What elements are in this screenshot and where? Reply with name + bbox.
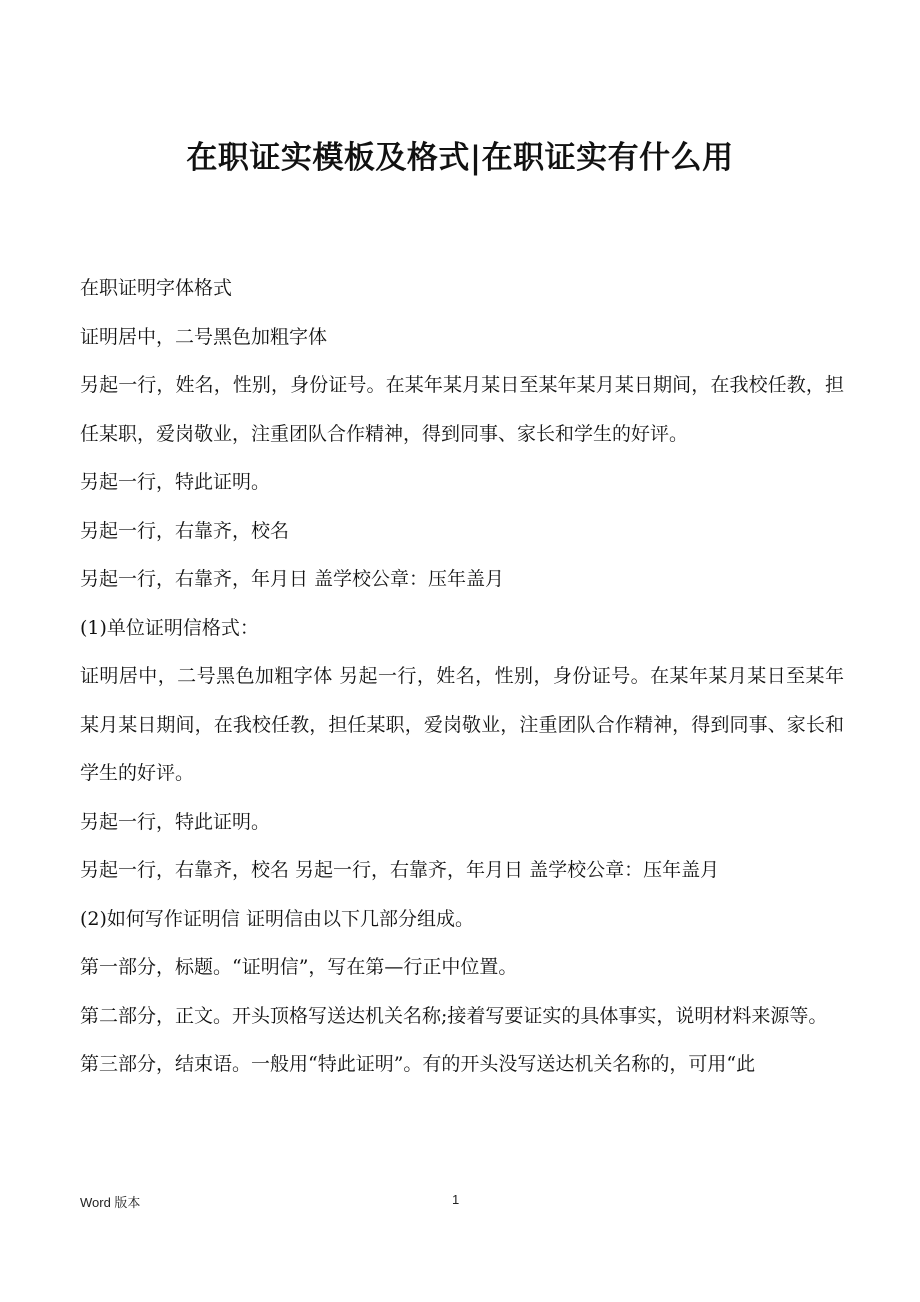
- paragraph: 第三部分，结束语。一般用“特此证明”。有的开头没写送达机关名称的，可用“此: [80, 1053, 756, 1075]
- paragraph: 证明居中，二号黑色加粗字体 另起一行，姓名，性别，身份证号。在某年某月某日至某年某月某日期间，在我校任教，担任某职，爱岗敬业，注重团队合作精神，得到同事、家长和学生的好评。: [80, 665, 844, 784]
- paragraph: 另起一行，特此证明。: [80, 471, 271, 493]
- paragraph: 另起一行，右靠齐，校名 另起一行，右靠齐，年月日 盖学校公章：压年盖月: [80, 859, 720, 881]
- paragraph: 在职证明字体格式: [80, 277, 233, 299]
- footer-page-number: 1: [452, 1192, 460, 1207]
- document-title: 在职证实模板及格式|在职证实有什么用: [186, 140, 734, 176]
- paragraph: 证明居中，二号黑色加粗字体: [80, 325, 328, 348]
- paragraph: 另起一行，姓名，性别，身份证号。在某年某月某日至某年某月某日期间，在我校任教，担任某职，爱岗敬业，注重团队合作精神，得到同事、家长和学生的好评。: [80, 374, 844, 445]
- paragraph: 另起一行，特此证明。: [80, 810, 271, 833]
- paragraph: 另起一行，右靠齐，校名: [80, 519, 290, 542]
- footer-version-label: Word 版本: [80, 1195, 141, 1210]
- paragraph: 第一部分，标题。“证明信”，写在第—行正中位置。: [80, 956, 518, 978]
- document-body: [80, 264, 844, 1089]
- paragraph: 第二部分，正文。开头顶格写送达机关名称;接着写要证实的具体事实，说明材料来源等。: [80, 1004, 828, 1027]
- paragraph: 另起一行，右靠齐，年月日 盖学校公章：压年盖月: [80, 568, 505, 590]
- paragraph: (1)单位证明信格式：: [80, 616, 259, 639]
- paragraph: (2)如何写作证明信 证明信由以下几部分组成。: [80, 907, 474, 930]
